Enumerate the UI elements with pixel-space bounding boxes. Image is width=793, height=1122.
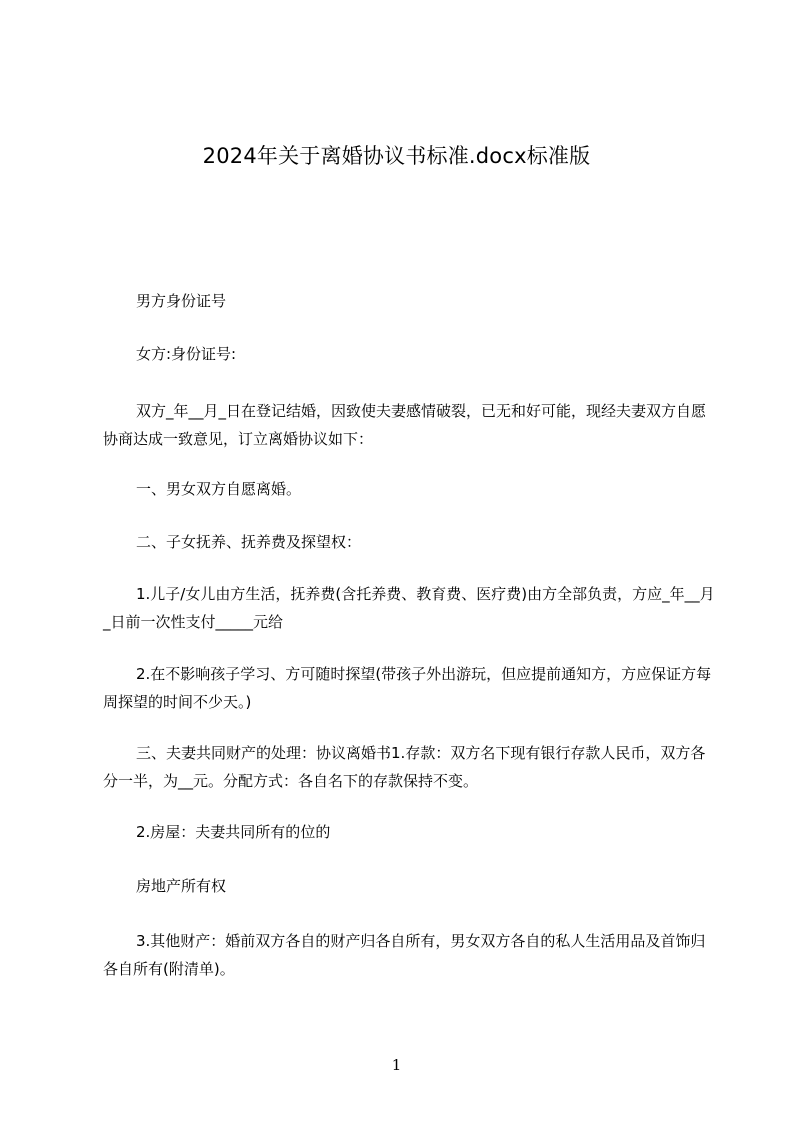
paragraph-intro: 双方_年__月_日在登记结婚，因致使夫妻感情破裂，已无和好可能，现经夫妻双方自愿协商达成一致意见，订立离婚协议如下：	[103, 402, 707, 448]
paragraph-section-2: 二、子女抚养、抚养费及探望权：	[136, 533, 362, 551]
paragraph-real-estate: 房地产所有权	[136, 877, 227, 895]
paragraph-visitation: 2.在不影响孩子学习、方可随时探望(带孩子外出游玩，但应提前通知方，方应保证方每周探望的时间不少天。)	[103, 665, 712, 711]
document-title: 2024年关于离婚协议书标准.docx标准版	[202, 144, 591, 168]
paragraph-child-custody: 1.儿子/女儿由方生活，抚养费(含托养费、教育费、医疗费)由方全部负责，方应_年__月_日前一次性支付_____元给	[103, 585, 715, 631]
paragraph-section-3: 三、夫妻共同财产的处理：协议离婚书1.存款：双方名下现有银行存款人民币，双方各分一半，为__元。分配方式：各自名下的存款保持不变。	[103, 744, 706, 790]
paragraph-other-property: 3.其他财产：婚前双方各自的财产归各自所有，男女双方各自的私人生活用品及首饰归各自所有(附清单)。	[103, 932, 706, 978]
paragraph-female-id: 女方:身份证号:	[136, 345, 237, 363]
page-number: 1	[391, 1056, 402, 1074]
paragraph-house: 2.房屋：夫妻共同所有的位的	[136, 823, 331, 841]
paragraph-section-1: 一、男女双方自愿离婚。	[136, 480, 302, 498]
paragraph-male-id: 男方身份证号	[136, 292, 227, 310]
